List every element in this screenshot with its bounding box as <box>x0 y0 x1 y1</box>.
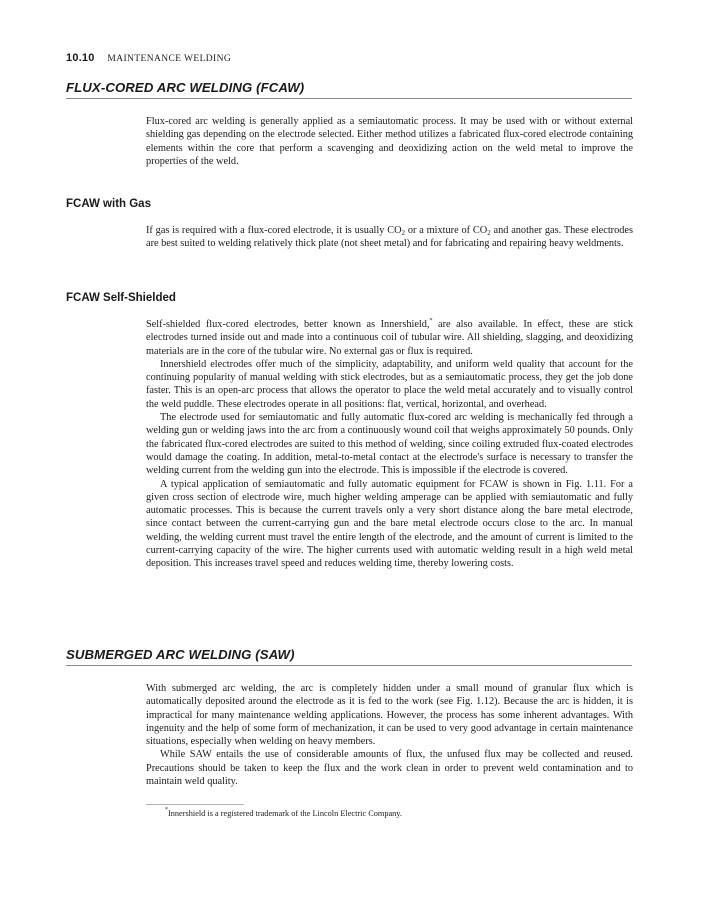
footnote <box>165 809 402 818</box>
gas-text-part: If gas is required with a flux-cored electrode, it is usually CO <box>146 225 402 236</box>
fcaw-self-shielded-heading: FCAW Self-Shielded <box>66 292 176 304</box>
footnote-mark: * <box>165 807 168 813</box>
saw-body <box>146 682 633 788</box>
fcaw-heading: FLUX-CORED ARC WELDING (FCAW) <box>66 80 632 99</box>
fcaw-self-shielded-body <box>146 318 633 571</box>
self-shielded-paragraph-1 <box>146 318 633 358</box>
footnote-text: Innershield is a registered trademark of the Lincoln Electric Company. <box>168 809 402 818</box>
self-shielded-paragraph-2: Innershield electrodes offer much of the simplicity, adaptability, and uniform weld quality that account for the continuing popularity of manual welding with stick electrodes, but as a semiautomatic process, they get the job done faster. This is an open-arc process that allows the operator to place the weld metal accurately and to visually control the weld puddle. These electrodes operate in all positions: flat, vertical, horizontal, and overhead. <box>146 358 633 410</box>
saw-paragraph-1: With submerged arc welding, the arc is completely hidden under a small mound of granular flux which is automatically deposited around the electrode as it is fed to the work (see Fig. 1.12). Because the arc is hidden, it is impractical for many maintenance welding applications. However, the process has some inherent advantages. With ingenuity and the help of some form of mechanization, it can be used to very good advantage in certain maintenance situations, especially when welding on heavy members. <box>146 683 633 748</box>
saw-heading: SUBMERGED ARC WELDING (SAW) <box>66 647 632 666</box>
gas-text-part: and another gas. These electrodes are best suited to welding relatively thick plate (not sheet metal) and for fabricating and repairing heavy weldments. <box>146 225 633 250</box>
co2-subscript: 2 <box>487 229 491 237</box>
p1-text-part: Self-shielded flux-cored electrodes, better known as Innershield, <box>146 319 430 330</box>
saw-paragraph-2: While SAW entails the use of considerable amounts of flux, the unfused flux may be collected and reused. Precautions should be taken to keep the flux and the work clean in order to prevent weld contamination and to maintain weld quality. <box>146 749 633 788</box>
page-number: 10.10 <box>66 52 95 64</box>
running-head <box>66 52 231 64</box>
co2-subscript: 2 <box>401 229 406 237</box>
footnote-marker: * <box>429 318 433 324</box>
fcaw-with-gas-body <box>146 224 633 251</box>
self-shielded-paragraph-3: The electrode used for semiautomatic and fully automatic flux-cored arc welding is mechanically fed through a welding gun or welding jaws into the arc from a continuously wound coil that weighs approximately 50 pounds. Only the fabricated flux-cored electrodes are suited to this method of welding, since coiling extruded flux-coated electrodes would damage the coating. In addition, metal-to-metal contact at the electrode's surface is necessary to transfer the welding current from the welding gun into the electrode. This is impossible if the electrode is covered. <box>146 412 633 477</box>
gas-text-part: or a mixture of CO <box>405 225 488 236</box>
fcaw-intro <box>146 115 633 168</box>
fcaw-with-gas-heading: FCAW with Gas <box>66 198 151 210</box>
section-title: MAINTENANCE WELDING <box>107 54 232 64</box>
footnote-divider <box>146 804 244 805</box>
fcaw-with-gas-paragraph <box>146 224 633 251</box>
p1-text-part: are also available. In effect, these are stick electrodes turned inside out and made into a continuous coil of tubular wire. All shielding, slagging, and deoxidizing materials are in the core of the tubular wire. No external gas or flux is required. <box>146 319 633 357</box>
self-shielded-paragraph-4: A typical application of semiautomatic and fully automatic equipment for FCAW is shown in Fig. 1.11. For a given cross section of electrode wire, much higher welding amperage can be applied with semiautomatic and fully automatic processes. This is because the current travels only a very short distance along the bare metal electrode, since contact between the current-carrying gun and the bare metal electrode occurs close to the arc. In manual welding, the welding current must travel the entire length of the electrode, and the amount of current is limited to the current-carrying capacity of the wire. The higher currents used with automatic welding result in a high weld metal deposition. This increases travel speed and reduces welding time, thereby lowering costs. <box>146 478 633 570</box>
fcaw-intro-paragraph: Flux-cored arc welding is generally applied as a semiautomatic process. It may be used with or without external shielding gas depending on the electrode selected. Either method utilizes a fabricated flux-cored electrode containing elements within the core that perform a scavenging and deoxidizing action on the weld metal to improve the properties of the weld. <box>146 116 633 167</box>
